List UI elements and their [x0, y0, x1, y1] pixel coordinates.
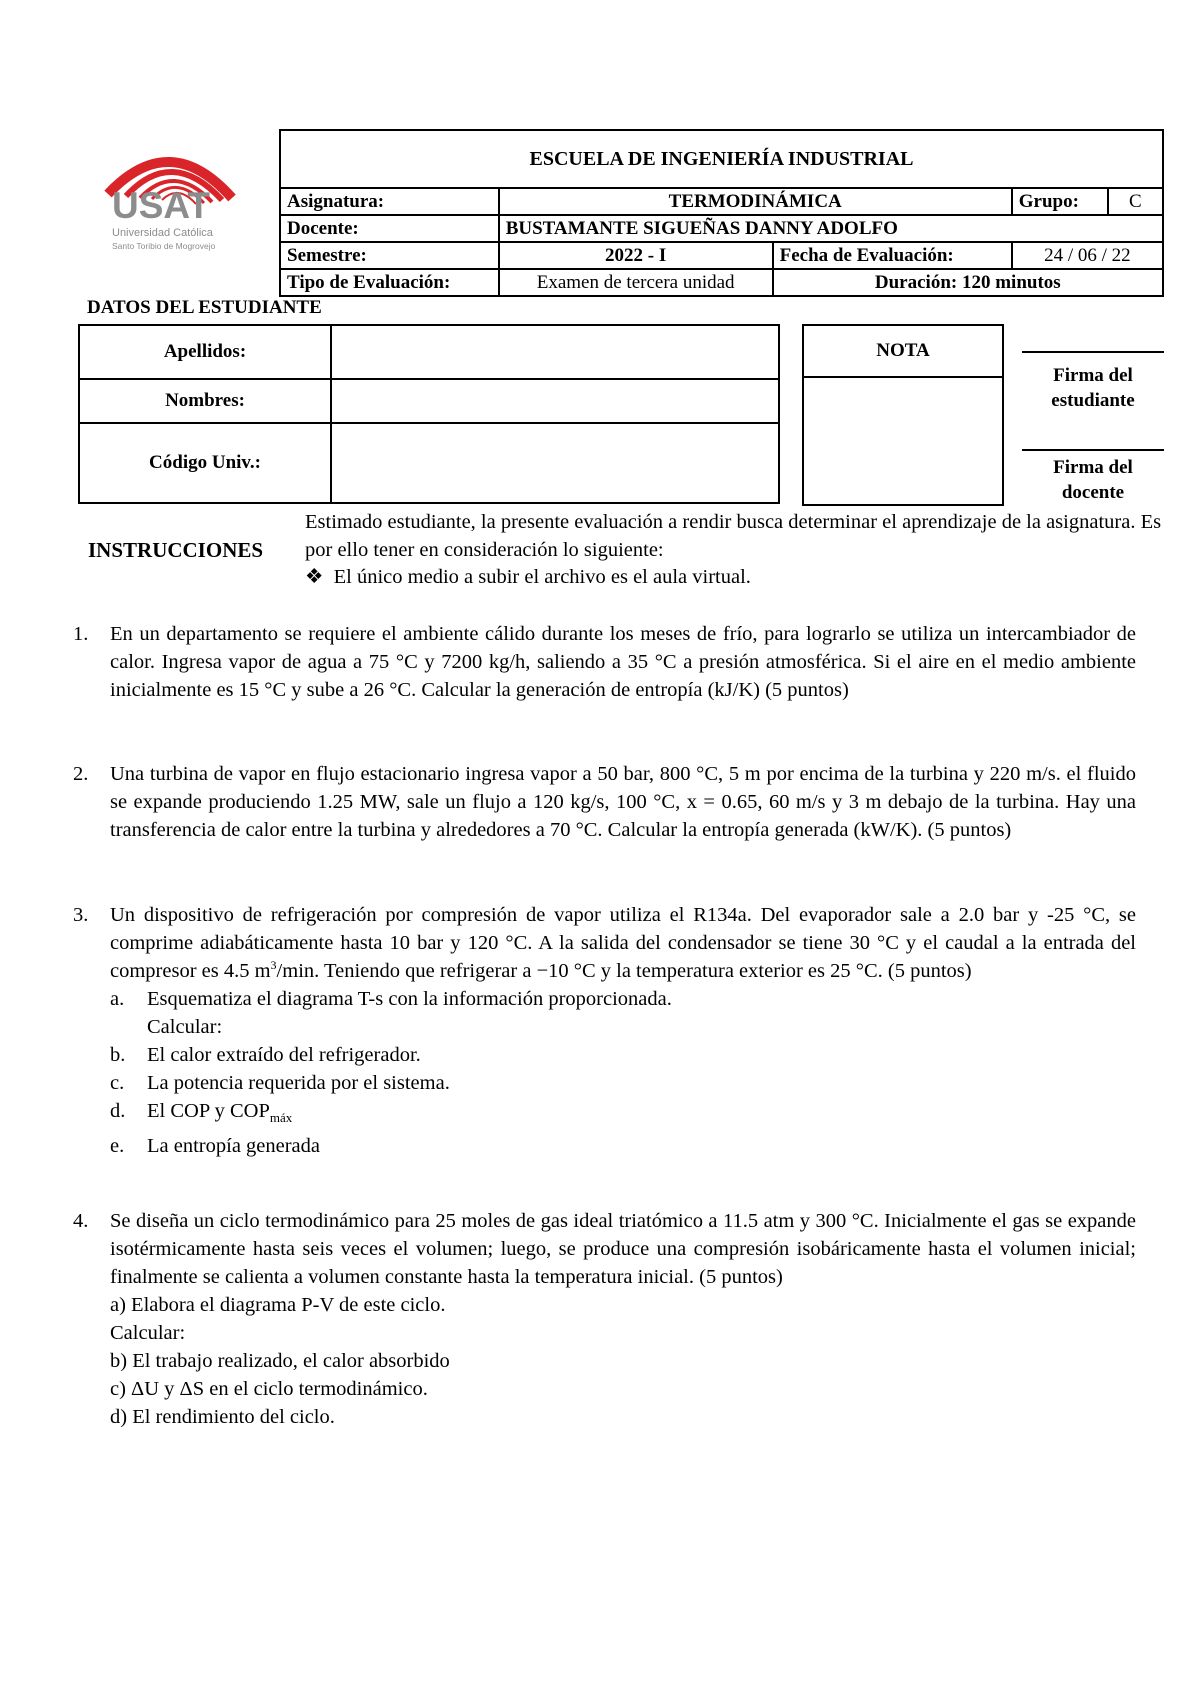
question-4-item-c: c) ΔU y ΔS en el ciclo termodinámico. [110, 1378, 428, 1400]
question-number: 3. [73, 904, 89, 926]
question-3-text: Un dispositivo de refrigeración por compresión de vapor utiliza el R134a. Del evaporador sale a 2.0 bar y -25 °C, se comprime adiabáticamente hasta 10 bar y 120 °C. A la salida del condensador se tiene 30 °C y el caudal a la entrada del compresor es 4.5 $m^3/\min$. Teniendo que refrigerar a −10 °C y la temperatura exterior es 25 °C. (5 puntos) [110, 904, 1136, 982]
question-4-item-b: b) El trabajo realizado, el calor absorbido [110, 1350, 450, 1372]
question-1-text: En un departamento se requiere el ambiente cálido durante los meses de frío, para lograrlo se utiliza un intercambiador de calor. Ingresa vapor de agua a 75 °C y 7200 kg/h, saliendo a 35 °C a presión atmosférica. Si el aire en el medio ambiente inicialmente es 15 °C y sube a 26 °C. Calcular la generación de entropía (kJ/K) (5 puntos) [110, 623, 1136, 701]
grupo-value: C [1108, 188, 1163, 215]
question-3-item-d: d. El COP y $COP_{máx}$ [110, 1100, 293, 1126]
question-3-item-e: e. La entropía generada [110, 1135, 321, 1158]
nombres-field[interactable] [331, 379, 779, 423]
question-4-item-d: d) El rendimiento del ciclo. [110, 1406, 335, 1428]
fecha-value: 24 / 06 / 22 [1012, 242, 1163, 269]
asignatura-value: TERMODINÁMICA [499, 188, 1012, 215]
tipo-evaluacion-label: Tipo de Evaluación: [280, 269, 499, 296]
exam-header-table [279, 129, 1164, 297]
instructions-label: INSTRUCCIONES [88, 538, 264, 562]
bullet-diamond-icon: ❖ [305, 566, 324, 588]
asignatura-label: Asignatura: [280, 188, 499, 215]
firma-estudiante-line [1022, 351, 1164, 353]
firma-docente-line [1022, 449, 1164, 451]
instructions-bullet-text: El único medio a subir el archivo es el aula virtual. [333, 566, 751, 588]
docente-label: Docente: [280, 215, 499, 242]
question-3-item-a: a. Esquematiza el diagrama T-s con la información proporcionada. [110, 988, 672, 1010]
question-2-text: Una turbina de vapor en flujo estacionario ingresa vapor a 50 bar, 800 °C, 5 m por encima de la turbina y 220 m/s. el fluido se expande produciendo 1.25 MW, sale un flujo a 120 kg/s, 100 °C, x = 0.65, 60 m/s y 3 m debajo de la turbina. Hay una transferencia de calor entre la turbina y alrededores a 70 °C. Calcular la entropía generada (kW/K). (5 puntos) [110, 763, 1136, 841]
student-data-title: DATOS DEL ESTUDIANTE [87, 297, 322, 318]
firma-docente-label: Firma del docente [1053, 457, 1133, 503]
tipo-evaluacion-value: Examen de tercera unidad [499, 269, 773, 296]
firma-estudiante-label: Firma del estudiante [1051, 365, 1135, 411]
school-title: ESCUELA DE INGENIERÍA INDUSTRIAL [280, 130, 1163, 188]
logo-university-subname: Santo Toribio de Mogrovejo [112, 241, 216, 251]
codigo-field[interactable] [331, 423, 779, 503]
question-2 [73, 760, 1136, 844]
codigo-label: Código Univ.: [79, 423, 331, 503]
apellidos-field[interactable] [331, 325, 779, 379]
question-1 [73, 620, 1136, 704]
question-4-text: Se diseña un ciclo termodinámico para 25 moles de gas ideal triatómico a 11.5 atm y 300 °C. Inicialmente el gas se expande isotérmicamente hasta seis veces el volumen; luego, se produce una compresión isobáricamente hasta el volumen inicial; finalmente se calienta a volumen constante hasta la temperatura inicial. (5 puntos) [110, 1210, 1136, 1288]
semestre-label: Semestre: [280, 242, 499, 269]
nota-label: NOTA [802, 324, 1004, 378]
question-4 [73, 1207, 1136, 1431]
apellidos-label: Apellidos: [79, 325, 331, 379]
student-data-table [78, 324, 780, 504]
duracion-value: Duración: 120 minutos [773, 269, 1163, 296]
question-3 [73, 901, 1136, 1160]
fecha-label: Fecha de Evaluación: [773, 242, 1012, 269]
question-4-calcular: Calcular: [110, 1322, 186, 1344]
instructions-bullet [305, 564, 751, 589]
question-number: 4. [73, 1210, 89, 1232]
semestre-value: 2022 - I [499, 242, 773, 269]
logo-brand-text: USAT [112, 185, 210, 226]
logo-university-name: Universidad Católica [112, 227, 213, 239]
grupo-label: Grupo: [1012, 188, 1108, 215]
nombres-label: Nombres: [79, 379, 331, 423]
question-3-calcular: Calcular: [147, 1016, 223, 1038]
question-number: 1. [73, 623, 89, 645]
question-3-item-c: c. La potencia requerida por el sistema. [110, 1072, 450, 1094]
question-number: 2. [73, 763, 89, 785]
question-3-item-b: b. El calor extraído del refrigerador. [110, 1044, 421, 1066]
question-4-item-a: a) Elabora el diagrama P-V de este ciclo. [110, 1294, 446, 1316]
docente-value: BUSTAMANTE SIGUEÑAS DANNY ADOLFO [499, 215, 1163, 242]
instructions-text: Estimado estudiante, la presente evaluación a rendir busca determinar el aprendizaje de la asignatura. Es por ello tener en consideración lo siguiente: [305, 511, 1162, 561]
